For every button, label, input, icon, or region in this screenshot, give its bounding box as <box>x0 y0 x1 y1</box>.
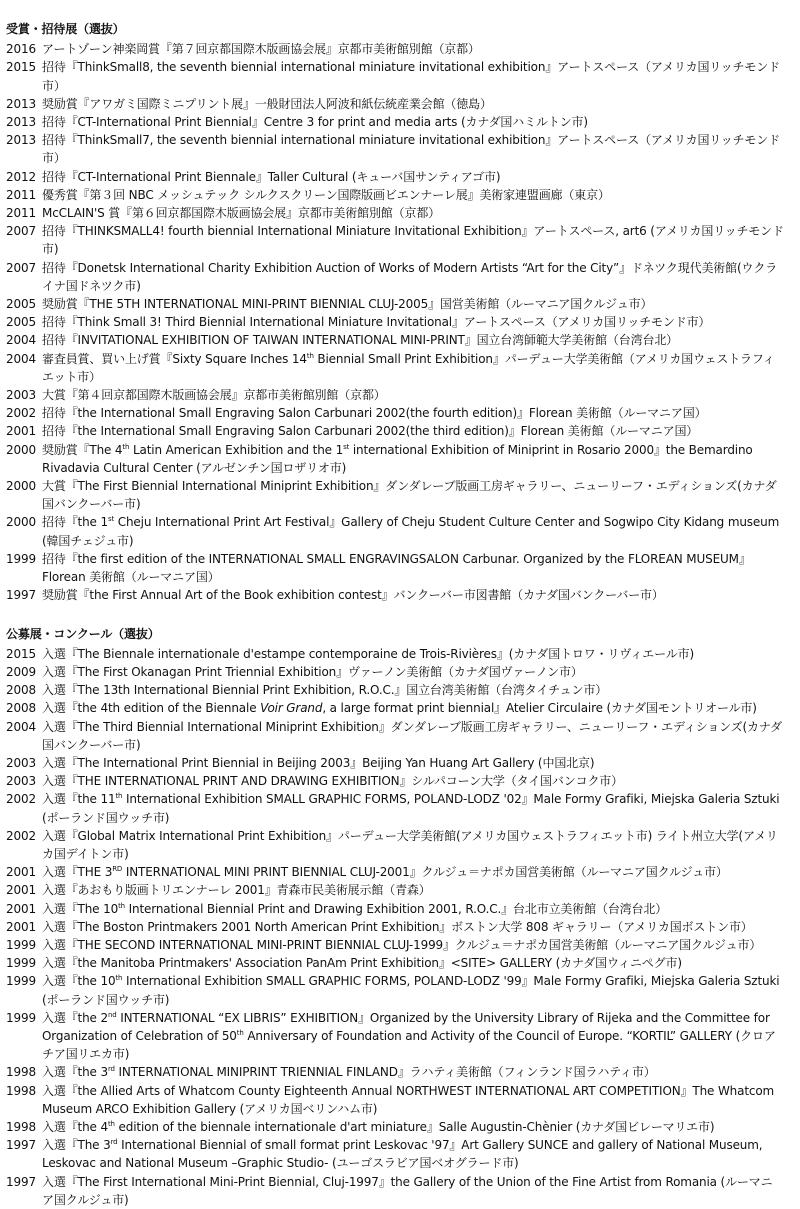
superscript: th <box>107 1119 115 1128</box>
entry-text: 入選『THE SECOND INTERNATIONAL MINI-PRINT BIENNIAL CLUJ-1999』クルジュ＝ナポカ国営美術館（ルーマニア国クルジュ市） <box>42 937 762 952</box>
entry-year: 2007 <box>6 224 36 239</box>
entry-year: 2003 <box>6 755 36 770</box>
entry-year: 2007 <box>6 260 36 275</box>
list-item <box>6 1136 784 1172</box>
superscript: rd <box>110 1138 118 1147</box>
entry-year: 2012 <box>6 169 36 184</box>
list-item <box>6 881 784 899</box>
list-item <box>6 790 784 826</box>
entry-text: 招待『ThinkSmall8, the seventh biennial international miniature invitational exhibition』アートスペース（アメリカ国リッチモンド市） <box>42 60 780 93</box>
entry-year: 1999 <box>6 551 36 566</box>
entry-text: アートゾーン神楽岡賞『第７回京都国際木版画協会展』京都市美術館別館（京都） <box>42 42 480 57</box>
entry-year: 2003 <box>6 388 36 403</box>
entry-year: 2002 <box>6 828 36 843</box>
superscript: nd <box>107 1010 117 1019</box>
competitions-list <box>6 645 784 1209</box>
list-item <box>6 550 784 586</box>
entry-text: 入選『the Allied Arts of Whatcom County Eighteenth Annual NORTHWEST INTERNATIONAL ART COMPETITION』The Whatcom Museum ARCO Exhibition Gallery (アメリカ国ベリンハム市) <box>42 1083 775 1116</box>
entry-year: 2004 <box>6 351 36 366</box>
entry-year: 2005 <box>6 315 36 330</box>
superscript: st <box>107 515 115 524</box>
list-item <box>6 386 784 404</box>
entry-text: 招待『Think Small 3! Third Biennial International Miniature Invitational』アートスペース（アメリカ国リッチモンド市） <box>42 315 711 330</box>
list-item <box>6 404 784 422</box>
entry-text: 優秀賞『第３回 NBC メッシュテック シルクスクリーン国際版画ビエンナーレ展』美術家連盟画廊（東京） <box>42 187 610 202</box>
list-item <box>6 918 784 936</box>
list-item <box>6 95 784 113</box>
entry-year: 1998 <box>6 1083 36 1098</box>
entry-text: 入選『The 10th International Biennial Print and Drawing Exhibition 2001, R.O.C.』台北市立美術館（台湾台北） <box>42 901 668 916</box>
list-item <box>6 900 784 918</box>
entry-year: 1997 <box>6 1174 36 1189</box>
entry-text: 入選『The 3rd International Biennial of small format print Leskovac '97』Art Gallery SUNCE and gallery of National Museum, Leskovac and National Museum –Graphic Studio- (ユーゴスラビア国ベオグラード市) <box>42 1138 763 1171</box>
list-item <box>6 663 784 681</box>
entry-text: 入選『The International Print Biennial in Beijing 2003』Beijing Yan Huang Art Gallery (中国北京) <box>42 755 595 770</box>
list-item <box>6 827 784 863</box>
entry-text: 審査員賞、買い上げ賞『Sixty Square Inches 14th Biennial Small Print Exhibition』パーデュー大学美術館（アメリカ国ウェストラフィエット市） <box>42 351 775 384</box>
list-item <box>6 754 784 772</box>
entry-year: 2013 <box>6 133 36 148</box>
list-item <box>6 513 784 549</box>
entry-text: 大賞『第４回京都国際木版画協会展』京都市美術館別館（京都） <box>42 388 386 403</box>
entry-year: 1999 <box>6 974 36 989</box>
list-item <box>6 259 784 295</box>
entry-year: 2009 <box>6 664 36 679</box>
entry-year: 2013 <box>6 96 36 111</box>
entry-year: 2015 <box>6 60 36 75</box>
entry-text: 入選『the 4th edition of the Biennale Voir Grand, a large format print biennial』Atelier Circulaire (カナダ国モントリオール市) <box>42 701 757 716</box>
list-item <box>6 954 784 972</box>
entry-text: 入選『The First International Mini-Print Biennial, Cluj-1997』the Gallery of the Union of the Fine Artist from Romania (ルーマニア国クルジュ市) <box>42 1174 773 1207</box>
list-item <box>6 863 784 881</box>
entry-year: 2011 <box>6 187 36 202</box>
list-item <box>6 772 784 790</box>
entry-text: McCLAIN'S 賞『第６回京都国際木版画協会展』京都市美術館別館（京都） <box>42 206 441 221</box>
list-item <box>6 168 784 186</box>
list-item <box>6 1118 784 1136</box>
entry-year: 2002 <box>6 406 36 421</box>
entry-year: 2008 <box>6 683 36 698</box>
list-item <box>6 972 784 1008</box>
superscript: st <box>343 442 350 451</box>
entry-text: 入選『The 13th International Biennial Print Exhibition, R.O.C.』国立台湾美術館（台湾タイチュン市） <box>42 683 608 698</box>
list-item <box>6 699 784 717</box>
list-item <box>6 586 784 604</box>
superscript: th <box>115 974 123 983</box>
entry-year: 1999 <box>6 1010 36 1025</box>
entry-text: 入選『THE INTERNATIONAL PRINT AND DRAWING EXHIBITION』シルパコーン大学（タイ国バンコク市） <box>42 774 623 789</box>
entry-text: 奨励賞『アワガミ国際ミニプリント展』一般財団法人阿波和紙伝統産業会館（徳島） <box>42 96 492 111</box>
entry-text: 入選『あおもり版画トリエンナーレ 2001』青森市民美術展示館（青森） <box>42 883 431 898</box>
entry-year: 1999 <box>6 937 36 952</box>
list-item <box>6 331 784 349</box>
entry-text: 招待『the International Small Engraving Salon Carbunari 2002(the third edition)』Florean 美術館（ルーマニア国） <box>42 424 699 439</box>
entry-year: 2003 <box>6 774 36 789</box>
entry-text: 招待『INVITATIONAL EXHIBITION OF TAIWAN INTERNATIONAL MINI-PRINT』国立台湾師範大学美術館（台湾台北） <box>42 333 679 348</box>
entry-year: 2001 <box>6 883 36 898</box>
entry-text: 入選『The First Okanagan Print Triennial Exhibition』ヴァーノン美術館（カナダ国ヴァーノン市） <box>42 664 583 679</box>
entry-text: 招待『CT-International Print Biennial』Centre 3 for print and media arts (カナダ国ハミルトン市) <box>42 115 588 130</box>
entry-year: 1997 <box>6 1138 36 1153</box>
entry-year: 2001 <box>6 865 36 880</box>
entry-text: 入選『the 11th International Exhibition SMALL GRAPHIC FORMS, POLAND-LODZ '02』Male Formy Grafiki, Miejska Galeria Sztuki (ポーランド国ウッチ市) <box>42 792 780 825</box>
entry-text: 入選『The Boston Printmakers 2001 North American Print Exhibition』ボストン大学 808 ギャラリー（アメリカ国ボストン市） <box>42 919 753 934</box>
entry-text: 招待『ThinkSmall7, the seventh biennial international miniature invitational exhibition』アートスペース（アメリカ国リッチモンド市） <box>42 133 780 166</box>
entry-text: 奨励賞『THE 5TH INTERNATIONAL MINI-PRINT BIENNIAL CLUJ-2005』国営美術館（ルーマニア国クルジュ市） <box>42 297 653 312</box>
list-item <box>6 645 784 663</box>
entry-year: 1998 <box>6 1065 36 1080</box>
entry-text: 入選『The Biennale internationale d'estampe contemporaine de Trois-Rivières』(カナダ国トロワ・リヴィエール市) <box>42 646 694 661</box>
list-item <box>6 295 784 313</box>
entry-text: 招待『the 1st Cheju International Print Art Festival』Gallery of Cheju Student Culture Center and Sogwipo City Kidang museum (韓国チェジュ市) <box>42 515 780 548</box>
entry-text: 入選『THE 3RD INTERNATIONAL MINI PRINT BIENNIAL CLUJ-2001』クルジュ＝ナポカ国営美術館（ルーマニア国クルジュ市） <box>42 865 728 880</box>
entry-year: 2015 <box>6 646 36 661</box>
superscript: th <box>122 442 130 451</box>
entry-text: 入選『the 3rd INTERNATIONAL MINIPRINT TRIENNIAL FINLAND』ラハティ美術館（フィンランド国ラハティ市） <box>42 1065 656 1080</box>
superscript: th <box>306 351 314 360</box>
entry-year: 2002 <box>6 792 36 807</box>
list-item <box>6 186 784 204</box>
entry-year: 2000 <box>6 442 36 457</box>
list-item <box>6 113 784 131</box>
entry-text: 招待『Donetsk International Charity Exhibition Auction of Works of Modern Artists “Art for the City”』ドネツク現代美術館(ウクライナ国ドネツク市) <box>42 260 778 293</box>
list-item <box>6 350 784 386</box>
entry-text: 入選『the 2nd INTERNATIONAL “EX LIBRIS” EXHIBITION』Organized by the University Library of Rijeka and the Committee for Organization of Celebration of 50th Anniversary of Foundation and Activity of the Council of Europe. “KORTIL” GALLERY (クロアチア国リエカ市) <box>42 1010 776 1062</box>
entry-year: 2001 <box>6 901 36 916</box>
entry-text: 招待『CT-International Print Biennale』Taller Cultural (キューバ国サンティアゴ市) <box>42 169 501 184</box>
list-item <box>6 131 784 167</box>
list-item <box>6 1173 784 1209</box>
entry-text: 入選『the Manitoba Printmakers' Association PanAm Print Exhibition』<SITE> GALLERY (カナダ国ウィニペグ市) <box>42 956 682 971</box>
list-item <box>6 441 784 477</box>
list-item <box>6 477 784 513</box>
section-title-competitions: 公募展・コンクール（選抜） <box>6 626 160 641</box>
list-item <box>6 1063 784 1081</box>
awards-list <box>6 40 784 604</box>
entry-text: 奨励賞『the First Annual Art of the Book exhibition contest』バンクーバー市図書館（カナダ国バンクーバー市） <box>42 588 664 603</box>
entry-text: 入選『The Third Biennial International Miniprint Exhibition』ダンダレーブ版画工房ギャラリー、ニューリーフ・エディションズ(カナダ国バンクーバー市) <box>42 719 782 752</box>
list-item <box>6 936 784 954</box>
list-item <box>6 1009 784 1064</box>
entry-italic: Voir Grand <box>260 701 323 716</box>
list-item <box>6 58 784 94</box>
entry-text: 招待『THINKSMALL4! fourth biennial International Miniature Invitational Exhibition』アートスペース, art6 (アメリカ国リッチモンド市) <box>42 224 784 257</box>
list-item <box>6 422 784 440</box>
list-item <box>6 718 784 754</box>
entry-year: 2004 <box>6 719 36 734</box>
superscript: th <box>236 1028 244 1037</box>
entry-text: 入選『Global Matrix International Print Exhibition』パーデュー大学美術館(アメリカ国ウェストラフィエット市) ライト州立大学(アメリカ国デイトン市) <box>42 828 778 861</box>
entry-text: 奨励賞『The 4th Latin American Exhibition and the 1st international Exhibition of Miniprint in Rosario 2000』the Bemardino Rivadavia Cultural Center (アルゼンチン国ロザリオ市) <box>42 442 753 475</box>
entry-year: 1997 <box>6 588 36 603</box>
superscript: RD <box>112 865 123 874</box>
entry-year: 2004 <box>6 333 36 348</box>
entry-year: 2016 <box>6 42 36 57</box>
list-item <box>6 313 784 331</box>
entry-text: 大賞『The First Biennial International Miniprint Exhibition』ダンダレーブ版画工房ギャラリー、ニューリーフ・エディションズ(カナダ国バンクーバー市) <box>42 479 777 512</box>
list-item <box>6 681 784 699</box>
entry-year: 2011 <box>6 206 36 221</box>
entry-year: 2001 <box>6 919 36 934</box>
entry-year: 1999 <box>6 956 36 971</box>
list-item <box>6 204 784 222</box>
superscript: th <box>118 901 125 910</box>
entry-year: 2000 <box>6 515 36 530</box>
entry-year: 1998 <box>6 1119 36 1134</box>
list-item <box>6 1082 784 1118</box>
list-item <box>6 40 784 58</box>
entry-year: 2008 <box>6 701 36 716</box>
entry-year: 2013 <box>6 115 36 130</box>
section-title-awards: 受賞・招待展（選抜） <box>6 22 125 36</box>
superscript: th <box>115 792 123 801</box>
entry-text: 招待『the first edition of the INTERNATIONAL SMALL ENGRAVINGSALON Carbunar. Organized by the FLOREAN MUSEUM』Florean 美術館（ルーマニア国） <box>42 551 751 585</box>
entry-year: 2001 <box>6 424 36 439</box>
superscript: rd <box>107 1065 115 1074</box>
entry-text: 入選『the 4th edition of the biennale internationale d'art miniature』Salle Augustin-Chènier (カナダ国ビレーマリエ市) <box>42 1119 715 1134</box>
entry-text: 招待『the International Small Engraving Salon Carbunari 2002(the fourth edition)』Florean 美術館（ルーマニア国） <box>42 406 707 421</box>
list-item <box>6 222 784 258</box>
entry-year: 2005 <box>6 297 36 312</box>
entry-text: 入選『the 10th International Exhibition SMALL GRAPHIC FORMS, POLAND-LODZ '99』Male Formy Grafiki, Miejska Galeria Sztuki (ポーランド国ウッチ市) <box>42 974 780 1007</box>
entry-year: 2000 <box>6 479 36 494</box>
